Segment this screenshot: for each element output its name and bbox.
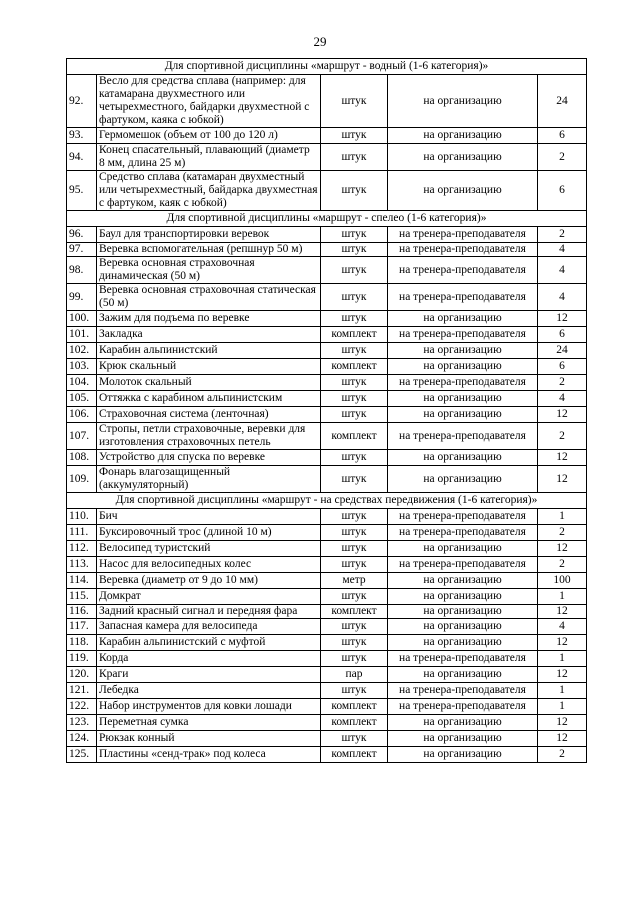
- item-name: Рюкзак конный: [97, 731, 321, 747]
- issued-to: на организацию: [388, 144, 538, 171]
- item-name: Переметная сумка: [97, 715, 321, 731]
- row-number: 92.: [67, 75, 97, 128]
- unit-of-measure: комплект: [321, 715, 388, 731]
- row-number: 120.: [67, 667, 97, 683]
- issued-to: на тренера-преподавателя: [388, 699, 538, 715]
- item-name: Пластины «сенд-трак» под колеса: [97, 747, 321, 763]
- table-row: [67, 407, 587, 423]
- section-header-row: [67, 59, 587, 75]
- quantity: 2: [538, 423, 587, 450]
- unit-of-measure: штук: [321, 525, 388, 541]
- table-row: [67, 343, 587, 359]
- row-number: 93.: [67, 128, 97, 144]
- table-row: [67, 311, 587, 327]
- table-row: [67, 525, 587, 541]
- quantity: 2: [538, 525, 587, 541]
- table-row: [67, 359, 587, 375]
- item-name: Веревка вспомогательная (репшнур 50 м): [97, 243, 321, 257]
- table-row: [67, 450, 587, 466]
- table-row: [67, 557, 587, 573]
- issued-to: на тренера-преподавателя: [388, 327, 538, 343]
- section-title: Для спортивной дисциплины «маршрут - спелео (1-6 категория)»: [67, 211, 587, 227]
- issued-to: на организацию: [388, 359, 538, 375]
- quantity: 12: [538, 541, 587, 557]
- row-number: 94.: [67, 144, 97, 171]
- row-number: 99.: [67, 284, 97, 311]
- quantity: 4: [538, 619, 587, 635]
- item-name: Устройство для спуска по веревке: [97, 450, 321, 466]
- table-row: [67, 715, 587, 731]
- table-row: [67, 651, 587, 667]
- table-row: [67, 257, 587, 284]
- unit-of-measure: штук: [321, 541, 388, 557]
- quantity: 4: [538, 257, 587, 284]
- unit-of-measure: штук: [321, 227, 388, 243]
- table-row: [67, 75, 587, 128]
- quantity: 1: [538, 589, 587, 605]
- table-row: [67, 243, 587, 257]
- issued-to: на тренера-преподавателя: [388, 257, 538, 284]
- table-row: [67, 541, 587, 557]
- issued-to: на организацию: [388, 311, 538, 327]
- issued-to: на тренера-преподавателя: [388, 375, 538, 391]
- row-number: 113.: [67, 557, 97, 573]
- item-name: Корда: [97, 651, 321, 667]
- issued-to: на организацию: [388, 731, 538, 747]
- unit-of-measure: штук: [321, 509, 388, 525]
- item-name: Фонарь влагозащищенный (аккумуляторный): [97, 466, 321, 493]
- table-row: [67, 699, 587, 715]
- unit-of-measure: штук: [321, 343, 388, 359]
- table-row: [67, 619, 587, 635]
- quantity: 12: [538, 450, 587, 466]
- table-row: [67, 375, 587, 391]
- table-row: [67, 589, 587, 605]
- table-row: [67, 731, 587, 747]
- issued-to: на организацию: [388, 573, 538, 589]
- table-row: [67, 667, 587, 683]
- table-row: [67, 227, 587, 243]
- row-number: 125.: [67, 747, 97, 763]
- table-row: [67, 466, 587, 493]
- item-name: Зажим для подъема по веревке: [97, 311, 321, 327]
- section-title: Для спортивной дисциплины «маршрут - на средствах передвижения (1-6 категория)»: [67, 493, 587, 509]
- unit-of-measure: штук: [321, 375, 388, 391]
- item-name: Гермомешок (объем от 100 до 120 л): [97, 128, 321, 144]
- section-title: Для спортивной дисциплины «маршрут - водный (1-6 категория)»: [67, 59, 587, 75]
- row-number: 100.: [67, 311, 97, 327]
- quantity: 4: [538, 391, 587, 407]
- row-number: 103.: [67, 359, 97, 375]
- issued-to: на тренера-преподавателя: [388, 243, 538, 257]
- item-name: Велосипед туристский: [97, 541, 321, 557]
- unit-of-measure: штук: [321, 243, 388, 257]
- row-number: 122.: [67, 699, 97, 715]
- unit-of-measure: штук: [321, 257, 388, 284]
- row-number: 106.: [67, 407, 97, 423]
- unit-of-measure: штук: [321, 171, 388, 211]
- quantity: 12: [538, 635, 587, 651]
- quantity: 2: [538, 144, 587, 171]
- item-name: Баул для транспортировки веревок: [97, 227, 321, 243]
- issued-to: на организацию: [388, 407, 538, 423]
- unit-of-measure: комплект: [321, 699, 388, 715]
- unit-of-measure: штук: [321, 635, 388, 651]
- table-row: [67, 635, 587, 651]
- row-number: 97.: [67, 243, 97, 257]
- quantity: 2: [538, 375, 587, 391]
- quantity: 2: [538, 747, 587, 763]
- unit-of-measure: комплект: [321, 423, 388, 450]
- quantity: 4: [538, 243, 587, 257]
- item-name: Карабин альпинистский: [97, 343, 321, 359]
- item-name: Конец спасательный, плавающий (диаметр 8 мм, длина 25 м): [97, 144, 321, 171]
- section-header-row: [67, 211, 587, 227]
- section-header-row: [67, 493, 587, 509]
- row-number: 123.: [67, 715, 97, 731]
- issued-to: на тренера-преподавателя: [388, 509, 538, 525]
- item-name: Страховочная система (ленточная): [97, 407, 321, 423]
- item-name: Весло для средства сплава (например: для катамарана двухместного или четырехместного, байдарки двухместной с фартуком, каяка с юбкой): [97, 75, 321, 128]
- row-number: 112.: [67, 541, 97, 557]
- unit-of-measure: штук: [321, 731, 388, 747]
- quantity: 1: [538, 683, 587, 699]
- unit-of-measure: комплект: [321, 327, 388, 343]
- item-name: Веревка основная страховочная статическая (50 м): [97, 284, 321, 311]
- unit-of-measure: штук: [321, 311, 388, 327]
- unit-of-measure: штук: [321, 128, 388, 144]
- unit-of-measure: штук: [321, 651, 388, 667]
- quantity: 6: [538, 171, 587, 211]
- quantity: 1: [538, 699, 587, 715]
- row-number: 95.: [67, 171, 97, 211]
- row-number: 111.: [67, 525, 97, 541]
- issued-to: на тренера-преподавателя: [388, 651, 538, 667]
- issued-to: на организацию: [388, 605, 538, 619]
- item-name: Оттяжка с карабином альпинистским: [97, 391, 321, 407]
- quantity: 24: [538, 343, 587, 359]
- quantity: 12: [538, 466, 587, 493]
- unit-of-measure: штук: [321, 589, 388, 605]
- quantity: 12: [538, 311, 587, 327]
- issued-to: на организацию: [388, 391, 538, 407]
- table-row: [67, 509, 587, 525]
- table-row: [67, 747, 587, 763]
- item-name: Веревка (диаметр от 9 до 10 мм): [97, 573, 321, 589]
- unit-of-measure: штук: [321, 144, 388, 171]
- unit-of-measure: штук: [321, 619, 388, 635]
- unit-of-measure: комплект: [321, 359, 388, 375]
- unit-of-measure: штук: [321, 683, 388, 699]
- item-name: Домкрат: [97, 589, 321, 605]
- table-row: [67, 423, 587, 450]
- equipment-table: [66, 58, 587, 763]
- quantity: 12: [538, 715, 587, 731]
- issued-to: на организацию: [388, 635, 538, 651]
- quantity: 12: [538, 605, 587, 619]
- row-number: 96.: [67, 227, 97, 243]
- item-name: Краги: [97, 667, 321, 683]
- row-number: 119.: [67, 651, 97, 667]
- item-name: Веревка основная страховочная динамическая (50 м): [97, 257, 321, 284]
- quantity: 24: [538, 75, 587, 128]
- quantity: 100: [538, 573, 587, 589]
- unit-of-measure: комплект: [321, 605, 388, 619]
- unit-of-measure: пар: [321, 667, 388, 683]
- quantity: 12: [538, 407, 587, 423]
- row-number: 124.: [67, 731, 97, 747]
- table-row: [67, 144, 587, 171]
- row-number: 115.: [67, 589, 97, 605]
- issued-to: на организацию: [388, 541, 538, 557]
- item-name: Лебедка: [97, 683, 321, 699]
- unit-of-measure: штук: [321, 284, 388, 311]
- issued-to: на организацию: [388, 171, 538, 211]
- table-row: [67, 327, 587, 343]
- unit-of-measure: метр: [321, 573, 388, 589]
- issued-to: на организацию: [388, 747, 538, 763]
- issued-to: на тренера-преподавателя: [388, 423, 538, 450]
- table-row: [67, 573, 587, 589]
- table-row: [67, 171, 587, 211]
- row-number: 107.: [67, 423, 97, 450]
- unit-of-measure: комплект: [321, 747, 388, 763]
- page-number: 29: [313, 34, 327, 49]
- row-number: 108.: [67, 450, 97, 466]
- issued-to: на организацию: [388, 450, 538, 466]
- item-name: Стропы, петли страховочные, веревки для изготовления страховочных петель: [97, 423, 321, 450]
- row-number: 117.: [67, 619, 97, 635]
- quantity: 1: [538, 509, 587, 525]
- item-name: Закладка: [97, 327, 321, 343]
- row-number: 110.: [67, 509, 97, 525]
- row-number: 121.: [67, 683, 97, 699]
- item-name: Средство сплава (катамаран двухместный или четырехместный, байдарка двухместная с фартуком, каяк с юбкой): [97, 171, 321, 211]
- item-name: Бич: [97, 509, 321, 525]
- quantity: 6: [538, 359, 587, 375]
- issued-to: на организацию: [388, 466, 538, 493]
- item-name: Набор инструментов для ковки лошади: [97, 699, 321, 715]
- table-row: [67, 284, 587, 311]
- issued-to: на организацию: [388, 619, 538, 635]
- row-number: 98.: [67, 257, 97, 284]
- quantity: 4: [538, 284, 587, 311]
- item-name: Задний красный сигнал и передняя фара: [97, 605, 321, 619]
- item-name: Насос для велосипедных колес: [97, 557, 321, 573]
- unit-of-measure: штук: [321, 557, 388, 573]
- table-row: [67, 683, 587, 699]
- issued-to: на тренера-преподавателя: [388, 525, 538, 541]
- quantity: 12: [538, 731, 587, 747]
- issued-to: на тренера-преподавателя: [388, 284, 538, 311]
- row-number: 116.: [67, 605, 97, 619]
- issued-to: на тренера-преподавателя: [388, 557, 538, 573]
- issued-to: на организацию: [388, 589, 538, 605]
- unit-of-measure: штук: [321, 391, 388, 407]
- unit-of-measure: штук: [321, 450, 388, 466]
- table-row: [67, 391, 587, 407]
- row-number: 109.: [67, 466, 97, 493]
- issued-to: на организацию: [388, 715, 538, 731]
- quantity: 6: [538, 327, 587, 343]
- row-number: 105.: [67, 391, 97, 407]
- issued-to: на организацию: [388, 128, 538, 144]
- item-name: Молоток скальный: [97, 375, 321, 391]
- row-number: 104.: [67, 375, 97, 391]
- quantity: 12: [538, 667, 587, 683]
- unit-of-measure: штук: [321, 75, 388, 128]
- unit-of-measure: штук: [321, 466, 388, 493]
- issued-to: на организацию: [388, 667, 538, 683]
- item-name: Карабин альпинистский с муфтой: [97, 635, 321, 651]
- equipment-table-body: [67, 59, 587, 763]
- row-number: 118.: [67, 635, 97, 651]
- item-name: Крюк скальный: [97, 359, 321, 375]
- issued-to: на тренера-преподавателя: [388, 683, 538, 699]
- row-number: 114.: [67, 573, 97, 589]
- quantity: 6: [538, 128, 587, 144]
- quantity: 2: [538, 227, 587, 243]
- issued-to: на организацию: [388, 75, 538, 128]
- table-row: [67, 605, 587, 619]
- unit-of-measure: штук: [321, 407, 388, 423]
- quantity: 2: [538, 557, 587, 573]
- table-row: [67, 128, 587, 144]
- item-name: Запасная камера для велосипеда: [97, 619, 321, 635]
- quantity: 1: [538, 651, 587, 667]
- row-number: 102.: [67, 343, 97, 359]
- item-name: Буксировочный трос (длиной 10 м): [97, 525, 321, 541]
- issued-to: на тренера-преподавателя: [388, 227, 538, 243]
- issued-to: на организацию: [388, 343, 538, 359]
- row-number: 101.: [67, 327, 97, 343]
